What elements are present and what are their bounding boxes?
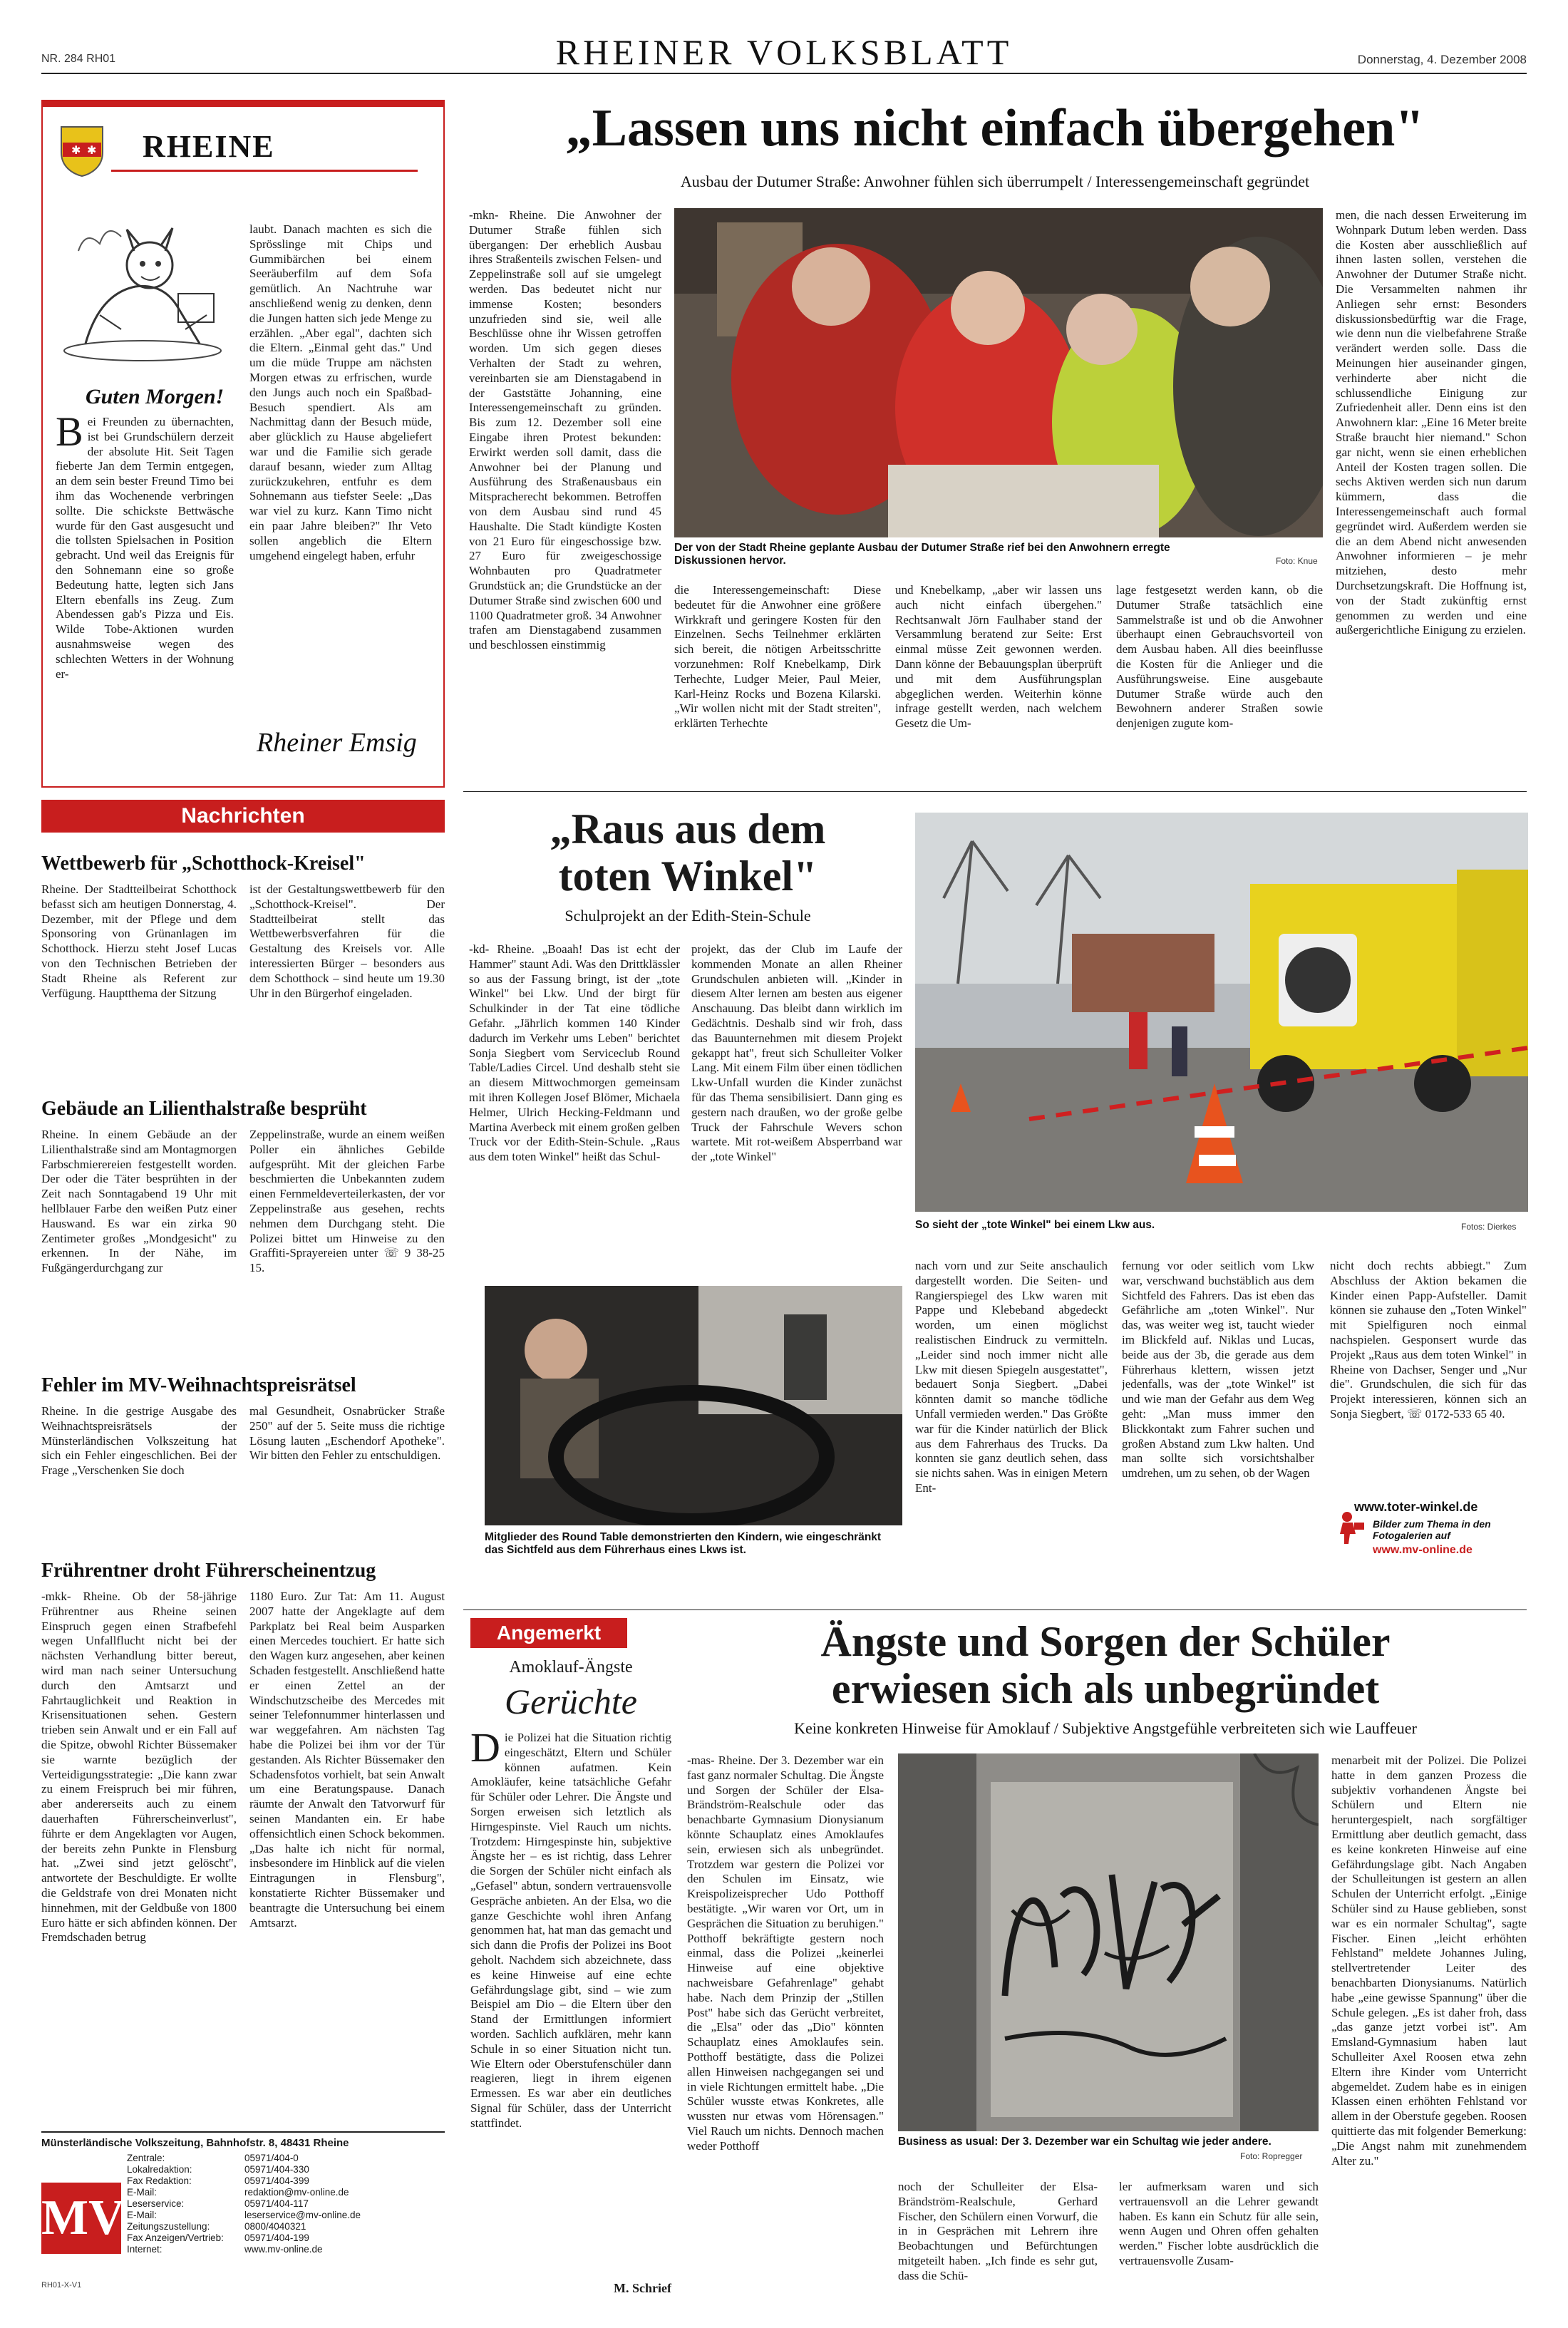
angemerkt-box [470, 1618, 671, 2299]
amok-headline-1: Ängste und Sorgen der Schüler [820, 1618, 1391, 1665]
newspaper-title: RHEINER VOLKSBLATT [555, 32, 1013, 72]
greeting-title: Guten Morgen! [86, 385, 225, 408]
winkel-col-4: fernung vor oder seitlich vom Lkw war, verschwand buchstäblich aus dem Sichtfeld des Fahrers. Das ist eben das Gefährliche am „toten Winkel". Nur das, was weiter weg ist, taucht wieder im Blickfeld auf. Niklas und Lucas, beide aus der 3b, die gerade aus dem Führerhaus klettern, wissen jetzt jedenfalls, was der „tote Winkel" ist und wie man der Gefahr aus dem Weg geht: „Man muss immer den Blickkontakt zum Fahrer suchen und großen Abstand zum Lkw halten. Und man sollte sich vorsichtshalber umdrehen, um zu sehen, ob der Wagen [1122, 1259, 1314, 1480]
contact-row[interactable]: Internet: www.mv-online.de [127, 2244, 323, 2255]
contact-row: Zeitungszustellung: 0800/4040321 [127, 2221, 306, 2232]
svg-text:✱: ✱ [87, 145, 97, 157]
lead-col-3: und Knebelkamp, „aber wir lassen uns auch nicht einfach übergehen." Rechtsanwalt Jörn Faulhaber stand der Versammlung beratend zur Seite: Erst einmal müsse Zeit gewonnen werden. Dann könne der Bebauungsplan überprüft und mit dem Ausführungsplan abgeglichen werden. Weiterhin könne infrage gestellt werden, nach welchem Gesetz die Um- [895, 583, 1102, 731]
column-text-left [56, 415, 234, 771]
winkel-headline-1: „Raus aus dem [550, 805, 826, 853]
section-title: RHEINE [143, 129, 275, 164]
brief-2-col-1: Rheine. In einem Gebäude an der Lilienthalstraße sind am Montagmorgen Farbschmierereien festgestellt worden. Der oder die Täter besprühten in der Zeit nach Sonntagabend 19 Uhr mit hellblauer Farbe den weißen Putz einer Hauswand. Es war ein zirka 90 Zentimeter großes „Mondgesicht" zu erkennen. In der Nähe, im Fußgängerdurchgang zur [41, 1128, 237, 1275]
brief-title-1: Wettbewerb für „Schotthock-Kreisel" [41, 853, 366, 875]
winkel-headline-2: toten Winkel" [558, 853, 817, 900]
lead-photo-credit: Foto: Knue [1276, 556, 1318, 566]
amok-photo-credit: Foto: Ropregger [1240, 2151, 1303, 2161]
dropcap: B [56, 415, 83, 455]
brief-title-2: Gebäude an Lilienthalstraße besprüht [41, 1098, 367, 1120]
column-text-2: laubt. Danach machten es sich die Sprösslinge mit Chips und Gummibärchen bei einem Seeräuberfilm auf dem Sofa gemütlich. An Nachtruhe war anschließend wenig zu denken, denn die Jungen hatten sich jede Menge zu erzählen. „Aber egal", dachten sich die Eltern. „Einmal geht das." Und um die müde Truppe am nächsten Morgen etwas zu erfrischen, wurde den Jungs auch noch ein Spaßbad-Besuch spendiert. Als am Nachmittag dann der Besuch müde, aber glücklich zu Hause abgeliefert war und die Familie sich gerade darauf besann, wieder zum Alltag zurückzukehren, entfuhr es dem Sohnemann aus tiefster Seele: „Das war viel zu kurz. Kann Timo nicht ein paar Jahre bleiben?" Ihr Veto sollen angeblich die Eltern umgehend eingelegt haben, erfuhr [249, 222, 432, 562]
coat-of-arms-icon [60, 125, 104, 177]
lead-col-2: die Interessengemeinschaft: Diese bedeutet für die Anwohner eine größere Wirkkraft und geringere Kosten für den Einzelnen. Sechs Teilnehmer erklärten sich bereit, die nötigen Arbeitsschritte vorzunehmen: Rolf Knebelkamp, Dirk Terhechte, Ludger Meier, Paul Meier, Karl-Heinz Rocks und Bozena Kilarski. „Wir wollen nicht mit der Stadt streiten", erklärten Terhechte [674, 583, 881, 731]
winkel-photo-credit: Fotos: Dierkes [1461, 1222, 1517, 1232]
amok-photo-graffiti [898, 1753, 1319, 2131]
lead-photo-caption: Der von der Stadt Rheine geplante Ausbau der Dutumer Straße rief bei den Anwohnern erregte Diskussionen hervor. [674, 542, 1170, 567]
amok-photo-caption: Business as usual: Der 3. Dezember war ein Schultag wie jeder andere. [898, 2136, 1272, 2148]
brief-1-col-2: ist der Gestaltungswettbewerb für den „Schotthock-Kreisel". Der Stadtteilbeirat stellt das Wettbewerbsverfahren für die Gestaltung des Kreisels vor. Alle interessierten Bürger – besonders aus dem Schotthock – sind heute um 19.30 Uhr in den Bürgerhof eingeladen. [249, 882, 445, 1000]
amok-subhead: Keine konkreten Hinweise für Amoklauf / Subjektive Angstgefühle verbreiteten sich wie Lauffeuer [794, 1719, 1417, 1737]
lead-subhead: Ausbau der Dutumer Straße: Anwohner fühlen sich überrumpelt / Interessengemeinschaft gegründet [680, 172, 1310, 190]
contact-row: Zentrale: 05971/404-0 [127, 2153, 299, 2163]
mv-contact-list [127, 2153, 440, 2255]
angemerkt-dropcap: D [470, 1731, 500, 1771]
brief-3-col-2: mal Gesundheit, Osnabrücker Straße 250" auf der 5. Seite muss die richtige Lösung lauten „Eschendorf Apotheke". Wir bitten den Fehler zu entschuldigen. [249, 1404, 445, 1463]
masthead-rule [41, 73, 1527, 74]
amok-col-3: ler aufmerksam waren und sich vertrauensvoll an die Lehrer gewandt haben. Es kann ein Schutz für alle sein, wenn Augen und Ohren offen gehalten werden." Fischer lobte ausdrücklich die vertrauensvolle Zusam- [1119, 2180, 1319, 2267]
angemerkt-author: M. Schrief [614, 2281, 671, 2295]
fotogalerie-label: Bilder zum Thema in den Fotogalerien auf [1373, 1518, 1491, 1541]
signature: Rheiner Emsig [257, 728, 417, 758]
contact-row[interactable]: E-Mail: redaktion@mv-online.de [127, 2187, 349, 2198]
winkel-photo2-caption: Mitglieder des Round Table demonstrierten den Kindern, wie eingeschränkt das Sichtfeld aus dem Führerhaus eines Lkws ist. [485, 1531, 882, 1556]
winkel-col-1: -kd- Rheine. „Boaah! Das ist echt der Hammer" staunt Adi. Was den Drittklässler so aus der Fassung bringt, ist der „tote Winkel" bei Lkw. Und der birgt für Schulkinder in der Tat eine tödliche Gefahr. „Jährlich kommen 140 Kinder dadurch im Verkehr ums Leben" berichtet Sonja Siegbert vom Serviceclub Round Table/Ladies Circel. Und deshalb steht sie an diesem Mittwochmorgen gemeinsam mit ihren Kollegen Josef Blömer, Michaela Helmer, Ulrich Hecking-Feldmann und Martina Averbeck mit einem großen gelben Truck vor der Edith-Stein-Schule. „Raus aus dem toten Winkel" heißt das Schul- [469, 942, 680, 1164]
amok-col-4: menarbeit mit der Polizei. Die Polizei hatte in dem ganzen Prozess die subjektiv vorhandenen Ängste bei Schülern und Eltern nie heruntergespielt, nach sorgfältiger Ermittlung aber deutlich gemacht, dass es keine konkreten Hinweise auf eine Gefährdungslage gibt. Nach Angaben der Schulleitungen ist gestern an allen Schulen der Unterricht erfolgt. „Einige Schüler sind zu Hause geblieben, sonst war es ein normaler Schultag", sagte Fischer. Einen „leicht erhöhten Fehlstand" meldete Johannes Juling, stellvertretender Leiter des benachbarten Dionysianums. Natürlich habe „eine gewisse Spannung" über die Schule gelegen. „Es ist daher froh, dass „das ganze jetzt vorbei ist". Am Emsland-Gymnasium haben laut Schulleiter Axel Roosen etwa zehn Eltern ihre Kinder vom Unterricht abgemeldet. Zudem habe es in einigen Klassen einen erhöhten Fehlstand vor allem in der Oberstufe gegeben. Roosen quittierte das mit folgender Bemerkung: „Die Angst nahm mit zunehmendem Alter zu." [1331, 1753, 1527, 2168]
mv-address: Münsterländische Volkszeitung, Bahnhofstr. 8, 48431 Rheine [41, 2137, 349, 2149]
angemerkt-text [470, 1731, 671, 2277]
lead-bottom-rule [463, 791, 1527, 792]
winkel-col-2: projekt, das der Club im Laufe der kommenden Monate an allen Rheiner Grundschulen anbieten will. „Kinder in diesem Alter lernen am besten aus eigener Anschauung. Das bleibt dann wirklich im Gedächtnis. Deshalb sind wir froh, dass das Bauunternehmen mit diesem Projekt gekappt hat", freut sich Schulleiter Volker Lang. Mit einem Film über einen tödlichen Lkw-Unfall wurden die Kinder zunächst für das Thema sensibilisiert. Dann ging es gestern nach draußen, wo der große gelbe Truck der Fahrschule Wevers schon wartete. Mit rot-weißem Absperrband war der „tote Winkel" [691, 942, 902, 1164]
contact-row: Fax Redaktion: 05971/404-399 [127, 2175, 309, 2186]
issue-number: NR. 284 RH01 [41, 53, 116, 65]
mv-contact-box [41, 2131, 445, 2274]
rheine-column-box [41, 100, 445, 788]
cartoon-illustration [57, 208, 235, 379]
brief-1-col-1: Rheine. Der Stadtteilbeirat Schotthock befasst sich am heutigen Donnerstag, 4. Dezember, mit der Pflege und dem Sponsoring von Grünanlagen im Schotthock. Hierzu steht Josef Lucas von den Technischen Betrieben der Stadt Rheine als Referent zur Verfügung. Hauptthema der Sitzung [41, 882, 237, 1000]
winkel-photo-truck [915, 813, 1528, 1212]
svg-text:✱: ✱ [71, 145, 81, 157]
header-red-rule [111, 170, 418, 172]
winkel-subhead: Schulprojekt an der Edith-Stein-Schule [564, 907, 811, 924]
brief-2-col-2: Zeppelinstraße, wurde an einem weißen Poller ein ähnliches Gebilde aufgesprüht. Mit der gleichen Farbe beschmierten die Unbekannten zudem einen Fernmeldeverteilerkasten, der vor Zeppelinstraße aus gesehen, rechts nehmen dem Durchgang steht. Die Polizei bittet um Hinweise zu den Graffiti-Sprayereien unter ☏ 9 38-25 15. [249, 1128, 445, 1275]
contact-row: Lokalredaktion: 05971/404-330 [127, 2164, 309, 2175]
brief-4-col-2: 1180 Euro. Zur Tat: Am 11. August 2007 hatte der Angeklagte auf dem Parkplatz bei Real beim Ausparken einen Mercedes touchiert. Er hatte sich den Wagen kurz angesehen, aber keinen Schaden festgestellt. Anschließend hatte er einen Zettel an der Windschutzscheibe des Mercedes mit seiner Telefonnummer hinterlassen und war weggefahren. Am nächsten Tag habe die Polizei bei ihm vor der Tür gestanden. Als Richter Büssemaker den Schadensfotos vorhielt, bat sein Anwalt um eine Beratungspause. Danach räumte der Anwalt den Tatvorwurf für seinen Mandanten ein. Er habe offensichtlich einen Schock bekommen. „Das halte ich nicht für normal, insbesondere im Hinblick auf die vielen Eintragungen in Flensburg", konstatierte Richter Büssemaker und beantragte die Untersuchung bei einem Amtsarzt. [249, 1590, 445, 1930]
winkel-col-5: nicht doch rechts abbiegt." Zum Abschluss der Aktion bekamen die Kinder einen Papp-Aufsteller. Damit können sie zuhause den „Toten Winkel" mit Spielfiguren noch einmal nachspielen. Gesponsert wurde das Projekt „Raus aus dem toten Winkel" in Rheine von Dachser, Senger und „Nur die". Grundschulen, die sich für das Projekt interessieren, können sich an Sonja Siegbert, ☏ 0172-533 65 40. [1330, 1259, 1527, 1421]
angemerkt-kicker: Amoklauf-Ängste [509, 1658, 633, 1677]
brief-title-3: Fehler im MV-Weihnachtspreisrätsel [41, 1374, 356, 1396]
toter-winkel-link[interactable]: www.toter-winkel.de [1354, 1500, 1478, 1514]
contact-row: Fax Anzeigen/Vertrieb: 05971/404-199 [127, 2232, 309, 2243]
winkel-col-3: nach vorn und zur Seite anschaulich dargestellt worden. Die Seiten- und Rangierspiegel des Lkw waren mit Pappe und Klebeband abgedeckt worden, um einen möglichst realistischen Eindruck zu vermitteln. „Leider sind noch immer nicht alle Lkw mit diesen Spiegeln ausgestattet", bedauert Sonja Siegbert. „Dabei könnten damit so manche tödliche Unfall vermieden werden." Das Größte war für die Kinder natürlich der Blick aus dem Fahrerhaus des Trucks. Da konnten sie ganz deutlich sehen, dass sie nichts sahen. Was in einigen Metern Ent- [915, 1259, 1108, 1495]
amok-col-2: noch der Schulleiter der Elsa-Brändström-Realschule, Gerhard Fischer, den Schülern einen Vorwurf, die in in Gesprächen mit Lehrern ihre Beobachtungen und Befürchtungen mitgeteilt haben. „Ich finde es sehr gut, dass die Schü- [898, 2180, 1098, 2282]
lead-col-1: -mkn- Rheine. Die Anwohner der Dutumer Straße fühlen sich übergangen: Der erheblich Ausbau ihres Straßenteils zwischen Felsen- und Zeppelinstraße soll auf sie umgelegt werden. Das bedeutet nicht nur immense Kosten; besonders unzufrieden sind sie, weil alle Beschlüsse ohne ihr Wissen getroffen worden. Um sich gegen dieses Verhalten der Stadt zu wehren, vereinbarten sie am Dienstagabend in der Gaststätte Johanning, eine Interessengemeinschaft zu gründen. Bis zum 12. Dezember soll eine Eingabe ihren Protest bekunden: Erwirkt werden soll damit, dass die Anwohner bei der Planung und Ausführung des Straßenausbaus ein Mitspracherecht bekommen. Betroffen von dem Ausbau sind rund 45 Haushalte. Die Stadt kündigte Kosten von 21 Euro für eingeschossige bzw. 27 Euro für zweigeschossige Wohnbauten pro Quadratmeter Grundstück an; die Grundstücke an der Dutumer Straße sind zwischen 600 und 1100 Quadratmeter groß. 34 Anwohner trafen am Dienstagabend zusammen und beschlossen einstimmig [469, 208, 661, 652]
angemerkt-body: ie Polizei hat die Situation richtig eingeschätzt, Eltern und Schüler können aufatmen. Kein Amokläufer, keine tatsächliche Gefahr für Schüler oder Lehrer. Die Ängste und Sorgen erweisen sich letztlich als Hirngespinste. Viel Rauch um nichts. Trotzdem: Hirngespinste hin, subjektive Ängste her – es ist richtig, dass Lehrer die Sorgen der Schüler nicht einfach als „Gefasel" abtun, sondern vertrauensvolle Gespräche anbieten. An der Elsa, wo die ganze Geschichte wohl ihren Anfang genommen hat, hat man das gemacht und sich dann die Profis der Polizei ins Boot geholt. Nachdem sich abzeichnete, dass es keine Hinweise auf eine echte Gefährdungslage gibt, sind – wie zum Beispiel am Dio – die Eltern über den Stand der Ermittlungen informiert worden. Sachlich aufklären, mehr kann Schule in so einer Situation nicht tun. Wie Eltern oder Oberstufenschüler dann reagieren, liegt in ihrem eigenen Ermessen. Es war aber ein deutliches Signal für Schüler, dass der Unterricht stattfindet. [470, 1731, 671, 2130]
contact-row: Leserservice: 05971/404-117 [127, 2198, 309, 2209]
contact-row[interactable]: E-Mail: leserservice@mv-online.de [127, 2210, 361, 2220]
lead-headline: „Lassen uns nicht einfach übergehen" [565, 99, 1425, 158]
lead-col-5: men, die nach dessen Erweiterung im Wohnpark Dutum leben werden. Dass die Kosten aber ausschließlich auf ihnen lasten sollen, verstehen die Anwohner der Dutumer Straße nicht. Die Versammelten nahmen ihr Anliegen sehr ernst: Besonders diskussionsbedürftig war die Frage, wie denn nun die vielbefahrene Straße verändert werden solle. Dass die Meinungen hier auseinander gingen, verhinderte aber nicht die schlussendliche Einigung zur Zufriedenheit aller. Denn eins ist den Anwohnern klar: „Eine 16 Meter breite Straße braucht hier niemand." Schon gar nicht, wenn sie einen erheblichen Anteil der Kosten tragen sollen. Die sechs Aktiven werden sich nun darum kümmern, dass die Interessengemeinschaft auch formal gegründet wird. Außerdem werden sie die an dem Abend nicht anwesenden Anwohner informieren – je mehr mitziehen, desto mehr Durchsetzungskraft. Die Hoffnung ist, von der Stadt zukünftig ernst genommen zu werden und eine außergerichtliche Einigung zu erzielen. [1336, 208, 1527, 637]
issue-date: Donnerstag, 4. Dezember 2008 [1357, 53, 1527, 66]
angemerkt-header: Angemerkt [470, 1618, 627, 1648]
lead-photo [674, 208, 1323, 537]
fotogalerie-link[interactable]: www.mv-online.de [1373, 1544, 1472, 1556]
amok-col-1: -mas- Rheine. Der 3. Dezember war ein fast ganz normaler Schultag. Die Ängste und Sorgen der Schüler der Elsa-Brändström-Realschule oder das benachbarte Gymnasium Dionysianum könnte Schauplatz eines Amoklaufes sein, erwiesen sich als unbegründet. Trotzdem war gestern die Polizei vor den Schulen im Einsatz, wie Kreispolizeisprecher Udo Potthoff bestätigte. „Wir waren vor Ort, um in Gesprächen die Situation zu beruhigen." Potthoff bekräftigte gestern noch einmal, dass die Polizei „keinerlei Hinweise auf eine objektive nachweisbare Gefahrenlage" gehabt habe. Nach dem Prinzip der „Stillen Post" habe sich das Gerücht verbreitet, die „Elsa" oder das „Dio" könnten Schauplatz eines Amoklaufes sein. Potthoff bestätigte, dass die Polizei allen Hinweisen nachgegangen sei und in viele Richtungen ermittelt habe. „Die Schüler wusste etwas Konkretes, alle wussten nur etwas vom Hörensagen." Viel Rauch um nichts. Dennoch machen weder Potthoff [687, 1753, 884, 2153]
brief-title-4: Frührentner droht Führerscheinentzug [41, 1560, 376, 1582]
lead-col-4: lage festgesetzt werden kann, ob die Dutumer Straße tatsächlich eine Sammelstraße ist und ob die Anwohner überhaupt einen Gebrauchsvorteil von dem Ausbau haben. All dies beeinflusse die Kosten für die Anlieger und die Ausführungsweise. Eine ausgebaute Dutumer Straße würde auch den Bewohnern anderer Straßen sowie denjenigen zugute kom- [1116, 583, 1323, 731]
angemerkt-title: Gerüchte [504, 1681, 638, 1721]
brief-3-col-1: Rheine. In die gestrige Ausgabe des Weihnachtspreisrätsels der Münsterländischen Volkszeitung hat sich ein Fehler eingeschlichen. Bei der Frage „Verschenken Sie doch [41, 1404, 237, 1478]
winkel-photo-cab [485, 1286, 902, 1525]
mv-logo: MV [41, 2183, 121, 2254]
winkel-photo-caption: So sieht der „tote Winkel" bei einem Lkw aus. [915, 1219, 1155, 1231]
column-text-right [249, 222, 432, 714]
page-code: RH01-X-V1 [41, 2281, 82, 2290]
column-text-1: ei Freunden zu übernachten, ist bei Grundschülern derzeit der absolute Hit. Seit Tagen fieberte Jan dem Termin entgegen, an dem sein bester Freund Timo bei ihm das Wochenende verbringen sollte. Die schickste Bettwäsche wurde für den Gast ausgesucht und die tollsten Spielsachen in Position gebracht. Und weil das Ereignis für den Sohnemann eine so große Bedeutung hatte, legten sich Jans Eltern ebenfalls ins Zeug. Zum Abendessen gab's Pizza und Eis. Wilde Tobe-Aktionen wurden ausnahmsweise wegen des schlechten Wetters in der Wohnung er- [56, 415, 234, 681]
winkel-bottom-rule [463, 1609, 1527, 1610]
brief-4-col-1: -mkk- Rheine. Ob der 58-jährige Frührentner aus Rheine seinen Einspruch gegen einen Strafbefehl wegen Unfallflucht nicht bei der nächsten Verhandlung bitter bereut, wird man nach seiner Untersuchung durch den Amtsarzt und Fahrtauglichkeit und Reaktion in Krisensituationen sehen. Gestern trieben sein Anwalt und er ein Fall auf die Spitze, obwohl Richter Büssemaker sie warnte bezüglich der Verteidigungsstrategie: „Die kann zwar zu einem Freispruch bei mir führen, aber andererseits auch zu einem dauerhaften Führerscheinverlust", führte er dem Angeklagten vor Augen, der bereits zehn Punkte in Flensburg hat. „Zwei sind jetzt gelöscht", antwortete der Beschuldigte. Er wollte die Geldstrafe von drei Monaten nicht hinnehmen, mit der Geldbuße von 1800 Euro hätte er sich abfinden können. Der Fremdschaden betrug [41, 1590, 237, 1945]
camera-person-icon [1337, 1510, 1366, 1545]
nachrichten-header: Nachrichten [41, 800, 445, 833]
rheine-header-bar [43, 101, 443, 107]
amok-headline-2: erwiesen sich als unbegründet [831, 1665, 1380, 1712]
